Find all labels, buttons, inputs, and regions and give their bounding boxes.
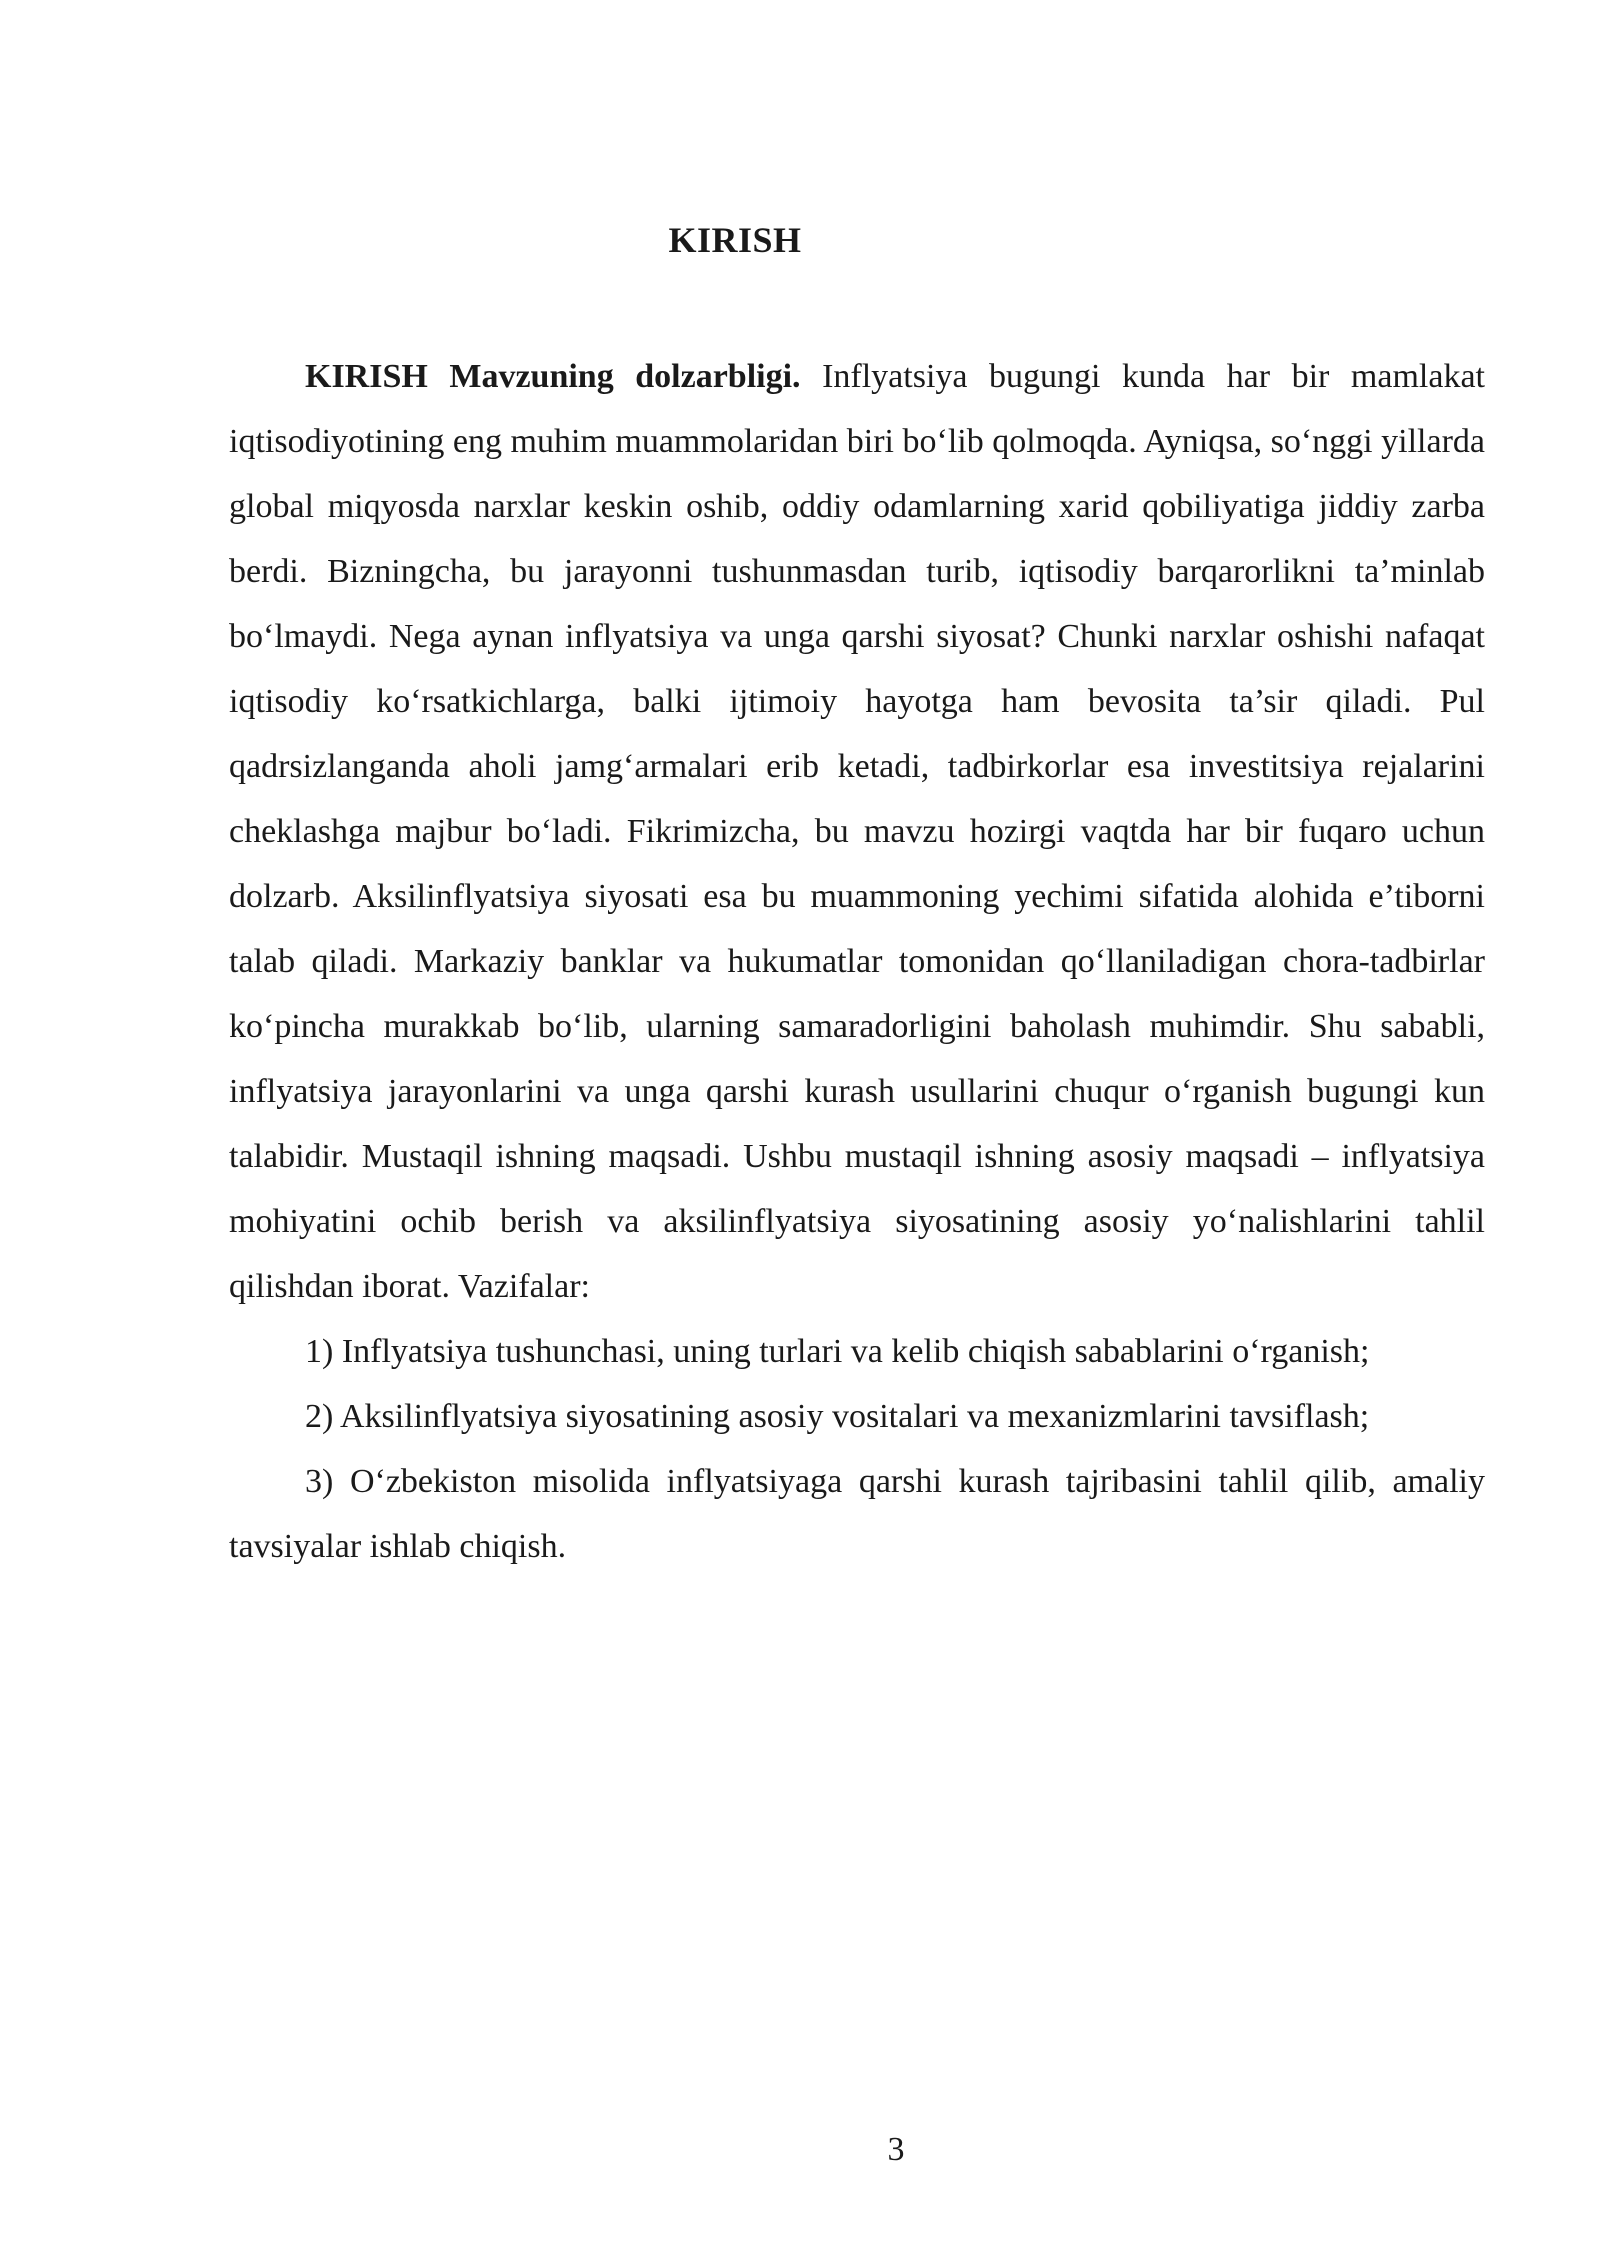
- intro-paragraph: [229, 344, 1485, 1319]
- task-item-2: 2) Aksilinflyatsiya siyosatining asosiy vositalari va mexanizmlarini tavsiflash;: [305, 1398, 1370, 1435]
- document-body: [229, 344, 1485, 1579]
- page-number: 3: [887, 2131, 905, 2168]
- intro-paragraph-text: Inflyatsiya bugungi kunda har bir mamlakat iqtisodiyotining eng muhim muammolaridan biri bo‘lib qolmoqda. Ayniqsa, so‘nggi yillarda global miqyosda narxlar keskin oshib, oddiy odamlarning xarid qobiliyatiga jiddiy zarba berdi. Bizningcha, bu jarayonni tushunmasdan turib, iqtisodiy barqarorlikni ta’minlab bo‘lmaydi. Nega aynan inflyatsiya va unga qarshi siyosat? Chunki narxlar oshishi nafaqat iqtisodiy ko‘rsatkichlarga, balki ijtimoiy hayotga ham bevosita ta’sir qiladi. Pul qadrsizlanganda aholi jamg‘armalari erib ketadi, tadbirkorlar esa investitsiya rejalarini cheklashga majbur bo‘ladi. Fikrimizcha, bu mavzu hozirgi vaqtda har bir fuqaro uchun dolzarb. Aksilinflyatsiya siyosati esa bu muammoning yechimi sifatida alohida e’tiborni talab qiladi. Markaziy banklar va hukumatlar tomonidan qo‘llaniladigan chora-tadbirlar ko‘pincha murakkab bo‘lib, ularning samaradorligini baholash muhimdir. Shu sababli, inflyatsiya jarayonlarini va unga qarshi kurash usullarini chuqur o‘rganish bugungi kun talabidir. Mustaqil ishning maqsadi. Ushbu mustaqil ishning asosiy maqsadi – inflyatsiya mohiyatini ochib berish va aksilinflyatsiya siyosatining asosiy yo‘nalishlarini tahlil qilishdan iborat. Vazifalar:: [229, 358, 1485, 1305]
- page-title: KIRISH: [668, 220, 802, 260]
- intro-bold-lead: KIRISH Mavzuning dolzarbligi.: [305, 358, 801, 395]
- task-item-1: 1) Inflyatsiya tushunchasi, uning turlari va kelib chiqish sabablarini o‘rganish;: [305, 1333, 1370, 1370]
- task-item-3: 3) O‘zbekiston misolida inflyatsiyaga qarshi kurash tajribasini tahlil qilib, amaliy tavsiyalar ishlab chiqish.: [229, 1463, 1485, 1565]
